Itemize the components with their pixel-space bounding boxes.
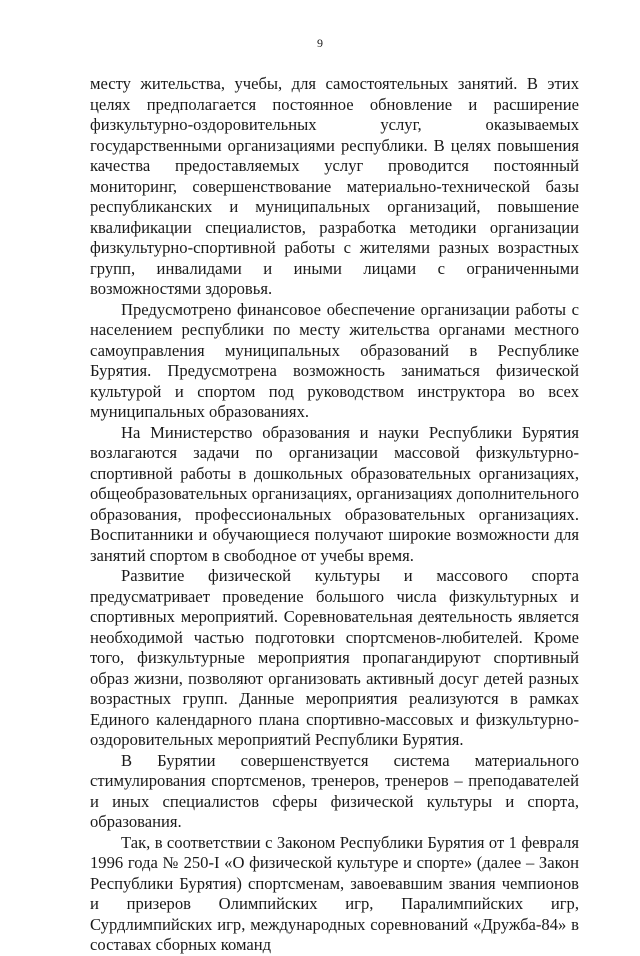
paragraph-1: месту жительства, учебы, для самостоятельных занятий. В этих целях предполагается постоянное обновление и расширение физкультурно-оздоровительных услуг, оказываемых государственными организациями республики. В целях повышения качества предоставляемых услуг проводится постоянный мониторинг, совершенствование материально-технической базы республиканских и муниципальных организаций, повышение квалификации специалистов, разработка методики организации физкультурно-спортивной работы с жителями разных возрастных групп, инвалидами и иными лицами с ограниченными возможностями здоровья. [90, 74, 579, 298]
page-number: 9 [317, 36, 323, 50]
paragraph-2: Предусмотрено финансовое обеспечение организации работы с населением республики по месту жительства органами местного самоуправления муниципальных образований в Республике Бурятия. Предусмотрена возможность заниматься физической культурой и спортом под руководством инструктора во всех муниципальных образованиях. [90, 299, 579, 421]
paragraph-6: Так, в соответствии с Законом Республики Бурятия от 1 февраля 1996 года № 250-I «О физической культуре и спорте» (далее – Закон Республики Бурятия) спортсменам, завоевавшим звания чемпионов и призеров Олимпийских игр, Паралимпийских игр, Сурдлимпийских игр, международных соревнований «Дружба-84» в составах сборных команд [90, 832, 579, 954]
paragraph-3: На Министерство образования и науки Республики Бурятия возлагаются задачи по организации массовой физкультурно-спортивной работы в дошкольных образовательных организациях, общеобразовательных организациях, организациях дополнительного образования, профессиональных образовательных организациях. Воспитанники и обучающиеся получают широкие возможности для занятий спортом в свободное от учебы время. [90, 422, 579, 565]
paragraph-5: В Бурятии совершенствуется система материального стимулирования спортсменов, тренеров, тренеров – преподавателей и иных специалистов сферы физической культуры и спорта, образования. [90, 750, 579, 831]
document-body [90, 74, 579, 956]
paragraph-4: Развитие физической культуры и массового спорта предусматривает проведение большого числа физкультурных и спортивных мероприятий. Соревновательная деятельность является необходимой частью подготовки спортсменов-любителей. Кроме того, физкультурные мероприятия пропагандируют спортивный образ жизни, позволяют организовать активный досуг детей разных возрастных групп. Данные мероприятия реализуются в рамках Единого календарного плана спортивно-массовых и физкультурно-оздоровительных мероприятий Республики Бурятия. [90, 566, 579, 749]
